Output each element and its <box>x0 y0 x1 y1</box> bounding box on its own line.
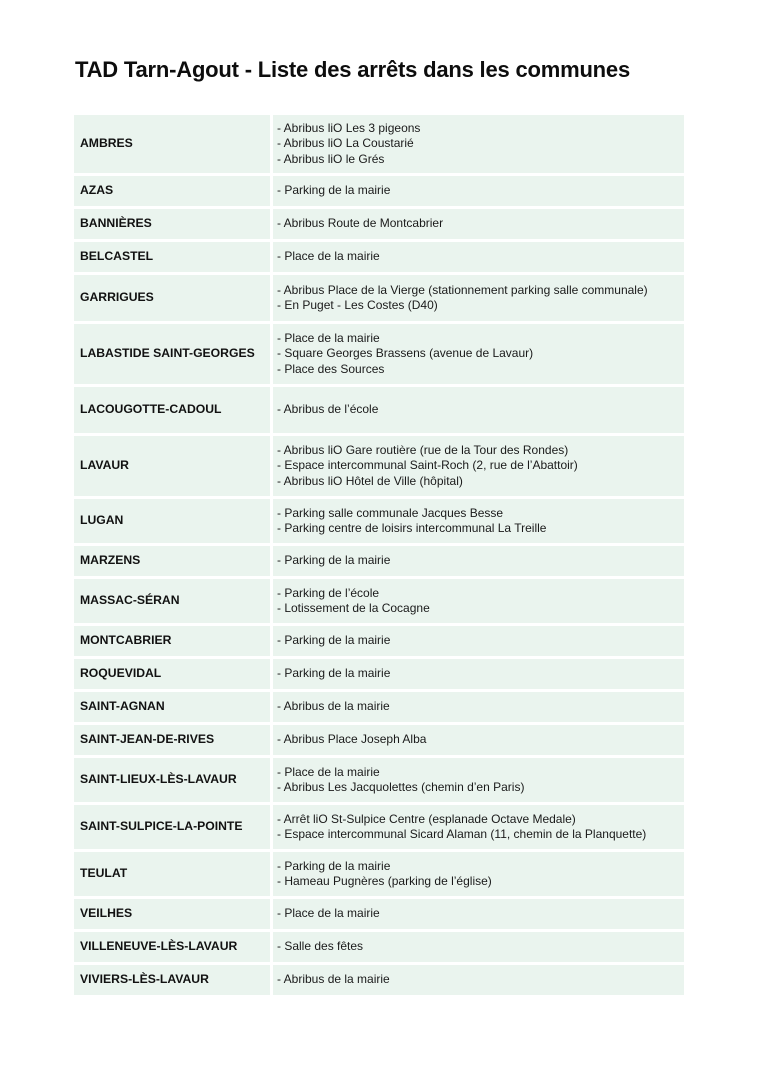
table-row <box>74 758 684 805</box>
stop-item: - Abribus liO Gare routière (rue de la Tour des Rondes) <box>277 442 569 457</box>
stop-item: - Abribus Place de la Vierge (stationnement parking salle communale) <box>277 282 648 297</box>
table-row <box>74 965 684 998</box>
stop-item: - Abribus liO Hôtel de Ville (hôpital) <box>277 473 463 488</box>
stop-item: - Parking de l’école <box>277 585 380 600</box>
table-row <box>74 176 684 209</box>
stops-cell <box>273 275 684 324</box>
stops-cell <box>273 852 684 899</box>
stops-cell <box>273 499 684 546</box>
stop-item: - Parking centre de loisirs intercommunal La Treille <box>277 521 547 535</box>
stops-cell <box>273 965 684 998</box>
table-row <box>74 805 684 852</box>
stop-item: - Parking de la mairie <box>277 666 391 681</box>
stops-cell <box>273 113 684 176</box>
stop-item: - Abribus liO le Grés <box>277 151 385 166</box>
commune-name: MASSAC-SÉRAN <box>74 579 273 626</box>
commune-name: LAVAUR <box>74 436 273 499</box>
commune-name: SAINT-JEAN-DE-RIVES <box>74 725 273 758</box>
table-row <box>74 324 684 387</box>
stops-cell <box>273 324 684 387</box>
stops-cell <box>273 932 684 965</box>
stop-item: - Salle des fêtes <box>277 939 364 954</box>
stop-item: - Abribus liO La Coustarié <box>277 136 414 151</box>
stop-item: - Place de la mairie <box>277 906 380 921</box>
stop-item: - Abribus de la mairie <box>277 699 390 714</box>
table-row <box>74 852 684 899</box>
stops-cell <box>273 176 684 209</box>
commune-name: MARZENS <box>74 546 273 579</box>
stop-item: - Abribus Place Joseph Alba <box>277 732 427 747</box>
commune-name: MONTCABRIER <box>74 626 273 659</box>
stops-cell <box>273 758 684 805</box>
table-row <box>74 626 684 659</box>
page-title: TAD Tarn-Agout - Liste des arrêts dans les communes <box>75 57 630 82</box>
stops-table <box>74 113 684 998</box>
stops-cell <box>273 242 684 275</box>
stop-item: - Place de la mairie <box>277 249 380 264</box>
table-row <box>74 692 684 725</box>
commune-name: LABASTIDE SAINT-GEORGES <box>74 324 273 387</box>
stops-cell <box>273 579 684 626</box>
table-row <box>74 932 684 965</box>
commune-name: LACOUGOTTE-CADOUL <box>74 387 273 436</box>
stop-item: - Abribus liO Les 3 pigeons <box>277 120 421 135</box>
stops-cell <box>273 387 684 436</box>
table-row <box>74 725 684 758</box>
table-row <box>74 579 684 626</box>
commune-name: AMBRES <box>74 113 273 176</box>
commune-name: AZAS <box>74 176 273 209</box>
commune-name: BANNIÈRES <box>74 209 273 242</box>
table-row <box>74 659 684 692</box>
stop-item: - Place de la mairie <box>277 330 380 345</box>
stops-cell <box>273 692 684 725</box>
stops-cell <box>273 626 684 659</box>
stop-item: - Lotissement de la Cocagne <box>277 601 430 615</box>
commune-name: LUGAN <box>74 499 273 546</box>
stop-item: - Parking de la mairie <box>277 553 391 568</box>
commune-name: VIVIERS-LÈS-LAVAUR <box>74 965 273 998</box>
stop-item: - Abribus Route de Montcabrier <box>277 216 444 231</box>
commune-name: BELCASTEL <box>74 242 273 275</box>
table-row <box>74 546 684 579</box>
commune-name: TEULAT <box>74 852 273 899</box>
stop-item: - Place des Sources <box>277 361 385 376</box>
stops-table-body <box>74 113 684 998</box>
stops-cell <box>273 899 684 932</box>
commune-name: GARRIGUES <box>74 275 273 324</box>
table-row <box>74 113 684 176</box>
commune-name: ROQUEVIDAL <box>74 659 273 692</box>
commune-name: SAINT-LIEUX-LÈS-LAVAUR <box>74 758 273 805</box>
table-row <box>74 209 684 242</box>
stop-item: - Espace intercommunal Sicard Alaman (11, chemin de la Planquette) <box>277 827 647 841</box>
stop-item: - En Puget - Les Costes (D40) <box>277 298 438 312</box>
stop-item: - Parking de la mairie <box>277 633 391 648</box>
stop-item: - Arrêt liO St-Sulpice Centre (esplanade Octave Medale) <box>277 811 576 826</box>
commune-name: VEILHES <box>74 899 273 932</box>
stops-cell <box>273 725 684 758</box>
table-row <box>74 387 684 436</box>
table-row <box>74 499 684 546</box>
stop-item: - Parking salle communale Jacques Besse <box>277 505 504 520</box>
commune-name: SAINT-SULPICE-LA-POINTE <box>74 805 273 852</box>
stop-item: - Abribus Les Jacquolettes (chemin d’en Paris) <box>277 780 525 794</box>
stop-item: - Place de la mairie <box>277 764 380 779</box>
stop-item: - Parking de la mairie <box>277 183 391 198</box>
table-row <box>74 242 684 275</box>
commune-name: SAINT-AGNAN <box>74 692 273 725</box>
stops-cell <box>273 209 684 242</box>
stop-item: - Square Georges Brassens (avenue de Lavaur) <box>277 346 534 361</box>
stops-cell <box>273 805 684 852</box>
stop-item: - Parking de la mairie <box>277 858 391 873</box>
table-row <box>74 275 684 324</box>
commune-name: VILLENEUVE-LÈS-LAVAUR <box>74 932 273 965</box>
stop-item: - Abribus de la mairie <box>277 972 390 987</box>
stop-item: - Hameau Pugnères (parking de l’église) <box>277 874 492 888</box>
stop-item: - Abribus de l’école <box>277 402 379 417</box>
table-row <box>74 899 684 932</box>
stop-item: - Espace intercommunal Saint-Roch (2, rue de l’Abattoir) <box>277 458 578 473</box>
table-row <box>74 436 684 499</box>
stops-cell <box>273 659 684 692</box>
stops-cell <box>273 546 684 579</box>
stops-cell <box>273 436 684 499</box>
